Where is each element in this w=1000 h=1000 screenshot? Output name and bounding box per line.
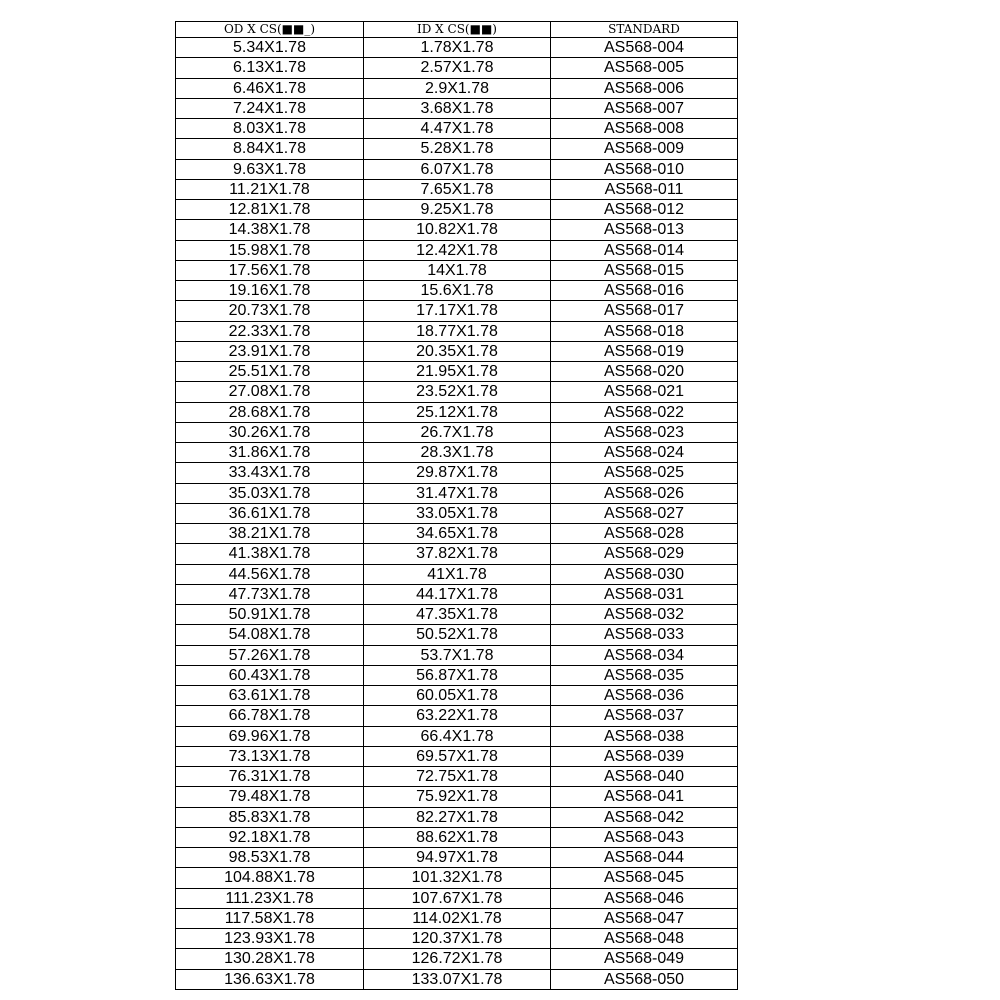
id-x-cs-cell: 6.07X1.78 [364, 159, 551, 179]
standard-cell: AS568-026 [551, 483, 738, 503]
table-row [176, 159, 738, 179]
standard-cell: AS568-036 [551, 686, 738, 706]
id-x-cs-cell: 21.95X1.78 [364, 362, 551, 382]
od-x-cs-cell: 92.18X1.78 [176, 827, 364, 847]
table-row [176, 402, 738, 422]
id-x-cs-cell: 20.35X1.78 [364, 341, 551, 361]
standard-cell: AS568-030 [551, 564, 738, 584]
od-x-cs-cell: 11.21X1.78 [176, 179, 364, 199]
od-x-cs-cell: 117.58X1.78 [176, 908, 364, 928]
table-row [176, 888, 738, 908]
standard-cell: AS568-018 [551, 321, 738, 341]
table-row [176, 807, 738, 827]
od-x-cs-cell: 66.78X1.78 [176, 706, 364, 726]
id-x-cs-cell: 1.78X1.78 [364, 38, 551, 58]
standard-cell: AS568-020 [551, 362, 738, 382]
standard-cell: AS568-045 [551, 868, 738, 888]
id-x-cs-cell: 17.17X1.78 [364, 301, 551, 321]
id-x-cs-cell: 44.17X1.78 [364, 584, 551, 604]
table-row [176, 625, 738, 645]
id-x-cs-cell: 14X1.78 [364, 260, 551, 280]
od-x-cs-cell: 27.08X1.78 [176, 382, 364, 402]
id-x-cs-cell: 133.07X1.78 [364, 969, 551, 989]
id-x-cs-cell: 29.87X1.78 [364, 463, 551, 483]
id-x-cs-cell: 37.82X1.78 [364, 544, 551, 564]
table-row [176, 848, 738, 868]
od-x-cs-cell: 38.21X1.78 [176, 524, 364, 544]
od-x-cs-cell: 33.43X1.78 [176, 463, 364, 483]
od-x-cs-cell: 19.16X1.78 [176, 281, 364, 301]
standard-cell: AS568-031 [551, 584, 738, 604]
id-x-cs-cell: 63.22X1.78 [364, 706, 551, 726]
standard-cell: AS568-013 [551, 220, 738, 240]
table-row [176, 645, 738, 665]
od-x-cs-cell: 6.46X1.78 [176, 78, 364, 98]
id-x-cs-cell: 47.35X1.78 [364, 605, 551, 625]
standard-cell: AS568-035 [551, 665, 738, 685]
standard-cell: AS568-041 [551, 787, 738, 807]
header-od-x-cs: OD X CS(■■_) [176, 22, 364, 38]
standard-cell: AS568-008 [551, 119, 738, 139]
standard-cell: AS568-044 [551, 848, 738, 868]
od-x-cs-cell: 15.98X1.78 [176, 240, 364, 260]
id-x-cs-cell: 69.57X1.78 [364, 746, 551, 766]
table-body [176, 38, 738, 990]
id-x-cs-cell: 5.28X1.78 [364, 139, 551, 159]
header-row [176, 22, 738, 38]
standard-cell: AS568-012 [551, 200, 738, 220]
standard-cell: AS568-025 [551, 463, 738, 483]
od-x-cs-cell: 8.03X1.78 [176, 119, 364, 139]
od-x-cs-cell: 20.73X1.78 [176, 301, 364, 321]
table-row [176, 544, 738, 564]
id-x-cs-cell: 94.97X1.78 [364, 848, 551, 868]
id-x-cs-cell: 10.82X1.78 [364, 220, 551, 240]
table-row [176, 686, 738, 706]
od-x-cs-cell: 7.24X1.78 [176, 98, 364, 118]
table-row [176, 119, 738, 139]
table-row [176, 969, 738, 989]
standard-cell: AS568-010 [551, 159, 738, 179]
od-x-cs-cell: 44.56X1.78 [176, 564, 364, 584]
standard-cell: AS568-046 [551, 888, 738, 908]
table-row [176, 78, 738, 98]
standard-cell: AS568-016 [551, 281, 738, 301]
id-x-cs-cell: 66.4X1.78 [364, 726, 551, 746]
id-x-cs-cell: 60.05X1.78 [364, 686, 551, 706]
od-x-cs-cell: 130.28X1.78 [176, 949, 364, 969]
id-x-cs-cell: 25.12X1.78 [364, 402, 551, 422]
table-row [176, 706, 738, 726]
standard-cell: AS568-028 [551, 524, 738, 544]
standard-cell: AS568-014 [551, 240, 738, 260]
id-x-cs-cell: 3.68X1.78 [364, 98, 551, 118]
standard-cell: AS568-019 [551, 341, 738, 361]
id-x-cs-cell: 31.47X1.78 [364, 483, 551, 503]
table-row [176, 605, 738, 625]
od-x-cs-cell: 6.13X1.78 [176, 58, 364, 78]
od-x-cs-cell: 47.73X1.78 [176, 584, 364, 604]
table-row [176, 827, 738, 847]
table-row [176, 503, 738, 523]
od-x-cs-cell: 8.84X1.78 [176, 139, 364, 159]
id-x-cs-cell: 72.75X1.78 [364, 767, 551, 787]
table-row [176, 341, 738, 361]
od-x-cs-cell: 12.81X1.78 [176, 200, 364, 220]
od-x-cs-cell: 98.53X1.78 [176, 848, 364, 868]
table-row [176, 38, 738, 58]
id-x-cs-cell: 33.05X1.78 [364, 503, 551, 523]
od-x-cs-cell: 41.38X1.78 [176, 544, 364, 564]
id-x-cs-cell: 34.65X1.78 [364, 524, 551, 544]
od-x-cs-cell: 31.86X1.78 [176, 443, 364, 463]
od-x-cs-cell: 5.34X1.78 [176, 38, 364, 58]
od-x-cs-cell: 54.08X1.78 [176, 625, 364, 645]
table-row [176, 220, 738, 240]
standard-cell: AS568-005 [551, 58, 738, 78]
table-row [176, 787, 738, 807]
table-row [176, 665, 738, 685]
standard-cell: AS568-032 [551, 605, 738, 625]
table-row [176, 179, 738, 199]
table-row [176, 767, 738, 787]
od-x-cs-cell: 104.88X1.78 [176, 868, 364, 888]
standard-cell: AS568-004 [551, 38, 738, 58]
standard-cell: AS568-037 [551, 706, 738, 726]
table-row [176, 58, 738, 78]
od-x-cs-cell: 35.03X1.78 [176, 483, 364, 503]
table-row [176, 584, 738, 604]
table-row [176, 260, 738, 280]
table-row [176, 463, 738, 483]
id-x-cs-cell: 126.72X1.78 [364, 949, 551, 969]
od-x-cs-cell: 28.68X1.78 [176, 402, 364, 422]
id-x-cs-cell: 18.77X1.78 [364, 321, 551, 341]
od-x-cs-cell: 22.33X1.78 [176, 321, 364, 341]
standard-cell: AS568-006 [551, 78, 738, 98]
table-row [176, 929, 738, 949]
id-x-cs-cell: 26.7X1.78 [364, 422, 551, 442]
od-x-cs-cell: 17.56X1.78 [176, 260, 364, 280]
standard-cell: AS568-024 [551, 443, 738, 463]
od-x-cs-cell: 9.63X1.78 [176, 159, 364, 179]
standard-cell: AS568-011 [551, 179, 738, 199]
id-x-cs-cell: 50.52X1.78 [364, 625, 551, 645]
id-x-cs-cell: 9.25X1.78 [364, 200, 551, 220]
standard-cell: AS568-034 [551, 645, 738, 665]
table-row [176, 564, 738, 584]
table-row [176, 422, 738, 442]
standard-cell: AS568-007 [551, 98, 738, 118]
table-row [176, 240, 738, 260]
od-x-cs-cell: 73.13X1.78 [176, 746, 364, 766]
table-row [176, 321, 738, 341]
od-x-cs-cell: 123.93X1.78 [176, 929, 364, 949]
standard-cell: AS568-021 [551, 382, 738, 402]
id-x-cs-cell: 53.7X1.78 [364, 645, 551, 665]
table-row [176, 382, 738, 402]
id-x-cs-cell: 2.57X1.78 [364, 58, 551, 78]
id-x-cs-cell: 4.47X1.78 [364, 119, 551, 139]
standard-cell: AS568-022 [551, 402, 738, 422]
id-x-cs-cell: 2.9X1.78 [364, 78, 551, 98]
standard-cell: AS568-049 [551, 949, 738, 969]
id-x-cs-cell: 7.65X1.78 [364, 179, 551, 199]
id-x-cs-cell: 41X1.78 [364, 564, 551, 584]
standard-cell: AS568-039 [551, 746, 738, 766]
od-x-cs-cell: 23.91X1.78 [176, 341, 364, 361]
table-row [176, 301, 738, 321]
od-x-cs-cell: 136.63X1.78 [176, 969, 364, 989]
id-x-cs-cell: 28.3X1.78 [364, 443, 551, 463]
table-row [176, 868, 738, 888]
od-x-cs-cell: 57.26X1.78 [176, 645, 364, 665]
standard-cell: AS568-009 [551, 139, 738, 159]
standard-cell: AS568-040 [551, 767, 738, 787]
id-x-cs-cell: 88.62X1.78 [364, 827, 551, 847]
id-x-cs-cell: 15.6X1.78 [364, 281, 551, 301]
table-row [176, 200, 738, 220]
table-row [176, 362, 738, 382]
id-x-cs-cell: 75.92X1.78 [364, 787, 551, 807]
standard-cell: AS568-048 [551, 929, 738, 949]
od-x-cs-cell: 50.91X1.78 [176, 605, 364, 625]
table-row [176, 281, 738, 301]
standard-cell: AS568-050 [551, 969, 738, 989]
id-x-cs-cell: 56.87X1.78 [364, 665, 551, 685]
od-x-cs-cell: 60.43X1.78 [176, 665, 364, 685]
table-row [176, 908, 738, 928]
od-x-cs-cell: 63.61X1.78 [176, 686, 364, 706]
standard-cell: AS568-023 [551, 422, 738, 442]
od-x-cs-cell: 79.48X1.78 [176, 787, 364, 807]
id-x-cs-cell: 120.37X1.78 [364, 929, 551, 949]
id-x-cs-cell: 114.02X1.78 [364, 908, 551, 928]
id-x-cs-cell: 23.52X1.78 [364, 382, 551, 402]
od-x-cs-cell: 25.51X1.78 [176, 362, 364, 382]
od-x-cs-cell: 69.96X1.78 [176, 726, 364, 746]
header-standard: STANDARD [551, 22, 738, 38]
standard-cell: AS568-017 [551, 301, 738, 321]
standard-cell: AS568-027 [551, 503, 738, 523]
standard-cell: AS568-042 [551, 807, 738, 827]
standard-cell: AS568-047 [551, 908, 738, 928]
table-row [176, 443, 738, 463]
od-x-cs-cell: 14.38X1.78 [176, 220, 364, 240]
table-row [176, 98, 738, 118]
table-row [176, 949, 738, 969]
od-x-cs-cell: 85.83X1.78 [176, 807, 364, 827]
od-x-cs-cell: 111.23X1.78 [176, 888, 364, 908]
standard-cell: AS568-043 [551, 827, 738, 847]
id-x-cs-cell: 101.32X1.78 [364, 868, 551, 888]
standard-cell: AS568-038 [551, 726, 738, 746]
table-row [176, 726, 738, 746]
id-x-cs-cell: 82.27X1.78 [364, 807, 551, 827]
standard-cell: AS568-029 [551, 544, 738, 564]
table-row [176, 746, 738, 766]
od-x-cs-cell: 76.31X1.78 [176, 767, 364, 787]
header-id-x-cs: ID X CS(■■) [364, 22, 551, 38]
standard-cell: AS568-033 [551, 625, 738, 645]
od-x-cs-cell: 36.61X1.78 [176, 503, 364, 523]
od-x-cs-cell: 30.26X1.78 [176, 422, 364, 442]
id-x-cs-cell: 12.42X1.78 [364, 240, 551, 260]
oring-size-table [175, 21, 738, 990]
standard-cell: AS568-015 [551, 260, 738, 280]
table-row [176, 483, 738, 503]
table-row [176, 139, 738, 159]
table-row [176, 524, 738, 544]
id-x-cs-cell: 107.67X1.78 [364, 888, 551, 908]
